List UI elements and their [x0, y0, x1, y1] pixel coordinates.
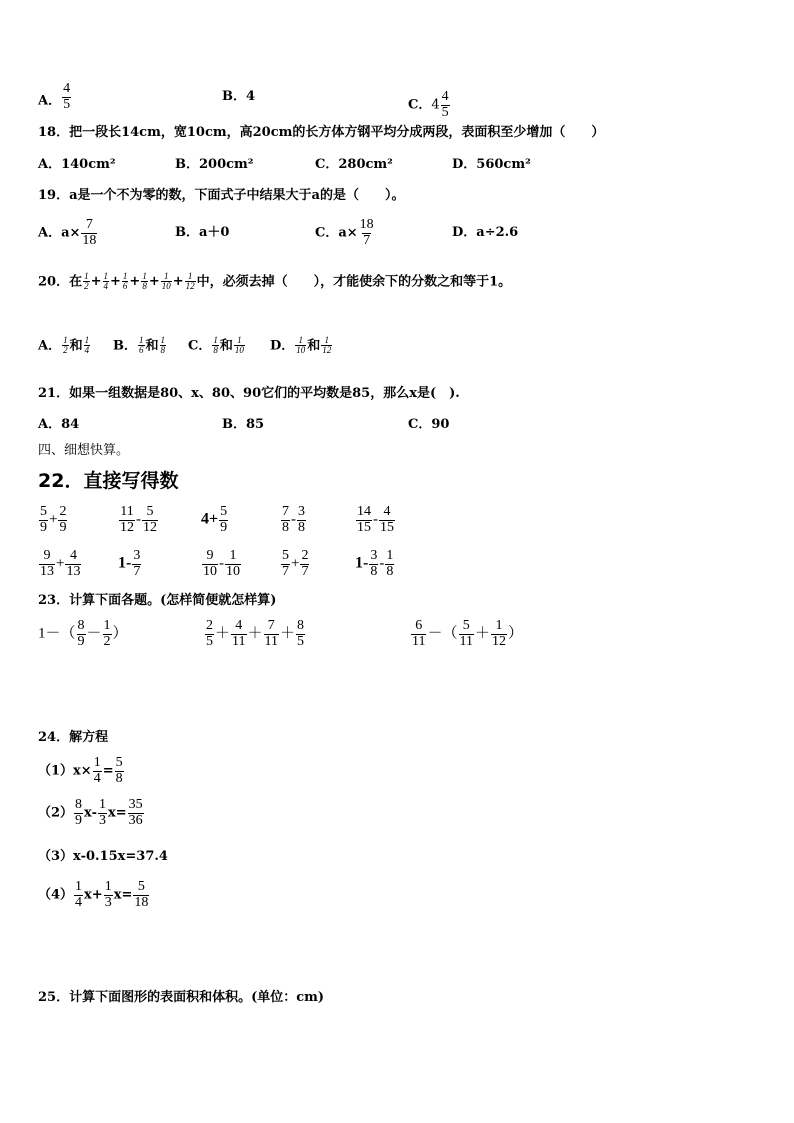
denominator: 10 [161, 281, 171, 292]
denominator: 8 [282, 519, 289, 535]
denominator: 8 [386, 563, 394, 579]
denominator: 4 [103, 281, 108, 292]
numerator: 6 [415, 618, 423, 633]
numerator: 5 [40, 504, 47, 519]
denominator: 11 [412, 633, 426, 649]
fraction [295, 336, 306, 356]
numerator: 2 [301, 548, 309, 563]
option-c[interactable]: C．4 $\frac{4}{5}$ [408, 89, 449, 120]
q21-options [38, 418, 538, 434]
plus-sign: + [129, 274, 141, 290]
option-b[interactable] [113, 336, 167, 356]
operand: 1－（ [38, 625, 76, 642]
operator: ＋ [474, 625, 490, 642]
fraction [83, 272, 90, 292]
q21-stem: 21．如果一组数据是80、x、80、90它们的平均数是85，那么x是( ). [38, 386, 460, 401]
fraction [264, 619, 279, 649]
equation-3: （3）x-0.15x=37.4 [38, 849, 168, 864]
fraction [141, 272, 148, 292]
operator: - [379, 555, 385, 572]
fraction [132, 549, 141, 579]
operator: － [86, 625, 102, 642]
equation-label: （4） [38, 887, 74, 903]
q18-options [38, 158, 638, 174]
denominator: 9 [59, 519, 67, 535]
fraction [202, 549, 218, 579]
denominator: 8 [142, 281, 147, 292]
fraction [300, 549, 309, 579]
fraction [491, 619, 507, 649]
denominator: 12 [143, 519, 157, 535]
fraction [84, 336, 91, 356]
q25-stem: 25．计算下面图形的表面积和体积。(单位：cm) [38, 990, 325, 1005]
denominator: 7 [301, 563, 309, 579]
fraction [77, 619, 86, 649]
bracket: ） [112, 625, 128, 642]
q19-options [38, 214, 638, 252]
arithmetic-item [38, 549, 82, 579]
numerator: 1 [229, 548, 237, 563]
arithmetic-item [280, 505, 307, 535]
numerator: 1 [213, 335, 218, 345]
variable: x= [113, 887, 133, 903]
arithmetic-item [201, 549, 242, 579]
numerator: 14 [357, 504, 371, 519]
operator: + [49, 511, 58, 528]
numerator: 4 [383, 504, 391, 519]
fraction [321, 336, 332, 356]
operand: 1- [118, 554, 132, 572]
arithmetic-item [118, 549, 142, 579]
denominator: 12 [185, 281, 195, 292]
fraction [74, 880, 83, 910]
q20-options [38, 336, 438, 360]
fraction [385, 549, 394, 579]
fraction [369, 549, 378, 579]
numerator: 1 [84, 271, 89, 281]
numerator: 1 [160, 335, 166, 345]
numerator: 8 [75, 797, 83, 812]
q24-title: 24．解方程 [38, 730, 109, 745]
numerator: 7 [282, 504, 289, 519]
denominator: 12 [322, 345, 332, 356]
numerator: 5 [220, 504, 228, 519]
numerator: 1 [139, 335, 144, 345]
numerator: 1 [142, 271, 147, 281]
denominator: 12 [492, 633, 506, 649]
q18-stem: 18．把一段长14cm，宽10cm，高20cm的长方体方钢平均分成两段，表面积至少增加（ ） [38, 125, 605, 140]
equation-2 [38, 798, 145, 828]
operator: - [373, 511, 378, 528]
numerator: 1 [237, 335, 242, 345]
operator: + [291, 555, 300, 572]
numerator: 1 [103, 618, 111, 633]
expression-3 [410, 619, 523, 649]
option-label: B． [113, 338, 137, 354]
numerator: 1 [63, 335, 68, 345]
numerator: 1 [163, 271, 169, 281]
option-a[interactable]: A．84 [38, 417, 80, 432]
q22-row-1 [38, 505, 738, 545]
fraction [411, 619, 426, 649]
denominator: 15 [357, 519, 371, 535]
denominator: 4 [75, 894, 83, 910]
variable: x- [84, 805, 97, 821]
denominator: 10 [226, 563, 240, 579]
denominator: 5 [206, 633, 213, 649]
denominator: 4 [84, 345, 90, 356]
operator: + [56, 555, 65, 572]
equation-label: （2） [38, 805, 74, 821]
denominator: 11 [264, 633, 278, 649]
expression-2 [204, 619, 306, 649]
equation-1 [38, 756, 125, 786]
denominator: 10 [234, 345, 244, 356]
operator: －（ [427, 625, 458, 642]
option-label: D． [270, 338, 295, 354]
numerator: 5 [115, 755, 123, 770]
fraction [142, 505, 158, 535]
fraction [234, 336, 245, 356]
denominator: 3 [104, 894, 112, 910]
fraction [379, 505, 395, 535]
numerator: 7 [267, 618, 275, 633]
operand: 1- [355, 554, 369, 572]
fraction [39, 505, 48, 535]
numerator: 1 [122, 271, 128, 281]
fraction [160, 336, 167, 356]
numerator: 9 [206, 548, 214, 563]
option-c[interactable]: C．a× $\frac{18}{7}$ [315, 217, 374, 248]
option-a[interactable]: A．a× $\frac{7}{18}$ [38, 217, 97, 248]
equals: = [102, 763, 114, 779]
fraction [103, 619, 112, 649]
q22-row-2 [38, 549, 738, 589]
denominator: 11 [232, 633, 246, 649]
denominator: 2 [84, 281, 89, 292]
numerator: 1 [298, 335, 304, 345]
denominator: 13 [40, 563, 54, 579]
denominator: 15 [380, 519, 394, 535]
option-b[interactable]: B．a＋0 [175, 225, 230, 240]
equation-4 [38, 880, 150, 910]
option-c[interactable]: C．280cm² [315, 157, 393, 172]
numerator: 1 [187, 271, 193, 281]
plus-sign: + [172, 274, 184, 290]
operator: ＋ [280, 625, 296, 642]
fraction [185, 272, 196, 292]
denominator: 7 [282, 563, 289, 579]
fraction: $\frac{18}{7}$ [359, 217, 374, 248]
section-heading: 四、细想快算。 [38, 443, 130, 458]
arithmetic-item [201, 505, 229, 535]
numerator: 8 [297, 618, 305, 633]
numerator: 1 [324, 335, 330, 345]
fraction [281, 549, 290, 579]
operator: ＋ [247, 625, 263, 642]
option-a[interactable]: A． $\frac{4}{5}$ [38, 81, 71, 112]
equation-label: （1）x× [38, 763, 92, 779]
bracket: ） [508, 625, 524, 642]
numerator: 2 [206, 618, 213, 633]
fraction [98, 798, 107, 828]
fraction: $\frac{4}{5}$ [441, 89, 449, 120]
fraction [62, 336, 69, 356]
denominator: 6 [139, 345, 144, 356]
denominator: 10 [203, 563, 217, 579]
option-c[interactable]: C．90 [408, 417, 450, 432]
q23-expressions [38, 619, 738, 661]
numerator: 35 [128, 797, 143, 812]
fraction [115, 756, 124, 786]
fraction [225, 549, 241, 579]
numerator: 3 [298, 504, 305, 519]
option-label: A． [38, 338, 62, 354]
denominator: 3 [98, 812, 106, 828]
operator: - [219, 555, 224, 572]
denominator: 18 [134, 894, 149, 910]
variable: x+ [84, 887, 103, 903]
fraction [128, 798, 144, 828]
operand: 4+ [201, 510, 219, 528]
numerator: 5 [137, 879, 145, 894]
numerator: 8 [77, 618, 85, 633]
numerator: 4 [69, 548, 77, 563]
denominator: 8 [160, 345, 166, 356]
numerator: 1 [93, 755, 101, 770]
conjunction: 和 [219, 338, 233, 354]
q19-stem: 19．a是一个不为零的数，下面式子中结果大于a的是（ ）。 [38, 188, 405, 203]
fraction [231, 619, 246, 649]
fraction [74, 798, 83, 828]
fraction-sum [82, 271, 197, 292]
denominator: 2 [63, 345, 68, 356]
denominator: 9 [40, 519, 47, 535]
q20-stem: 20．在 $\frac{1}{2}$ + $\frac{1}{4}$ + $\frac{1}{6}$ + $\frac{1}{8}$ + $\frac{1}{10}$ + $\frac{1}{12}$ 中，必须去掉（ ），才能使余下的分数之和等于1。 [38, 271, 512, 292]
option-label: C． [188, 338, 212, 354]
expression-1 [38, 619, 128, 649]
fraction [296, 619, 305, 649]
fraction [103, 272, 110, 292]
fraction [122, 272, 129, 292]
denominator: 8 [370, 563, 378, 579]
numerator: 1 [495, 618, 503, 633]
q17-options [38, 80, 538, 120]
numerator: 1 [103, 271, 108, 281]
denominator: 7 [133, 563, 141, 579]
operator: - [291, 511, 296, 528]
fraction [219, 505, 228, 535]
option-b[interactable]: B．200cm² [175, 157, 254, 172]
fraction [104, 880, 113, 910]
numerator: 3 [133, 548, 141, 563]
numerator: 1 [98, 797, 106, 812]
numerator: 1 [104, 879, 112, 894]
operator: ＋ [215, 625, 231, 642]
numerator: 3 [370, 548, 378, 563]
denominator: 10 [296, 345, 306, 356]
numerator: 4 [235, 618, 243, 633]
numerator: 1 [75, 879, 83, 894]
option-d[interactable]: D．a÷2.6 [452, 225, 519, 240]
fraction: $\frac{7}{18}$ [82, 217, 97, 248]
fraction: $\frac{4}{5}$ [63, 81, 71, 112]
denominator: 9 [220, 519, 228, 535]
denominator: 9 [77, 633, 85, 649]
numerator: 1 [84, 335, 90, 345]
denominator: 9 [75, 812, 83, 828]
conjunction: 和 [307, 338, 321, 354]
conjunction: 和 [145, 338, 159, 354]
option-c[interactable] [188, 336, 246, 356]
option-b[interactable]: B．4 [222, 89, 256, 104]
fraction [133, 880, 149, 910]
numerator: 5 [146, 504, 154, 519]
numerator: 9 [43, 548, 51, 563]
numerator: 1 [386, 548, 394, 563]
option-a[interactable] [38, 336, 91, 356]
denominator: 36 [128, 812, 143, 828]
plus-sign: + [148, 274, 160, 290]
fraction [212, 336, 219, 356]
fraction [39, 549, 55, 579]
option-d[interactable]: D．560cm² [452, 157, 531, 172]
denominator: 5 [297, 633, 305, 649]
numerator: 5 [282, 548, 289, 563]
fraction [281, 505, 290, 535]
arithmetic-item [280, 549, 310, 579]
fraction [297, 505, 306, 535]
numerator: 2 [59, 504, 67, 519]
fraction [356, 505, 372, 535]
fraction [161, 272, 172, 292]
plus-sign: + [90, 274, 102, 290]
plus-sign: + [110, 274, 121, 290]
denominator: 8 [298, 519, 305, 535]
arithmetic-item [355, 505, 396, 535]
denominator: 4 [93, 770, 101, 786]
q23-title: 23．计算下面各题。(怎样简便就怎样算) [38, 593, 277, 608]
fraction [119, 505, 135, 535]
fraction [65, 549, 81, 579]
fraction [459, 619, 474, 649]
numerator: 11 [120, 504, 134, 519]
fraction [138, 336, 145, 356]
denominator: 11 [459, 633, 473, 649]
numerator: 5 [462, 618, 470, 633]
q24-equations [38, 756, 438, 926]
denominator: 2 [103, 633, 111, 649]
option-d[interactable] [270, 336, 333, 356]
arithmetic-item [38, 505, 68, 535]
fraction [58, 505, 67, 535]
conjunction: 和 [69, 338, 83, 354]
fraction [93, 756, 102, 786]
denominator: 8 [213, 345, 218, 356]
denominator: 13 [66, 563, 81, 579]
denominator: 12 [120, 519, 134, 535]
arithmetic-item [355, 549, 395, 579]
fraction [205, 619, 214, 649]
variable: x= [107, 805, 127, 821]
denominator: 6 [122, 281, 128, 292]
denominator: 8 [115, 770, 123, 786]
q22-title: 22．直接写得数 [38, 470, 179, 492]
operator: - [136, 511, 141, 528]
option-a[interactable]: A．140cm² [38, 157, 116, 172]
option-b[interactable]: B．85 [222, 417, 265, 432]
arithmetic-item [118, 505, 159, 535]
